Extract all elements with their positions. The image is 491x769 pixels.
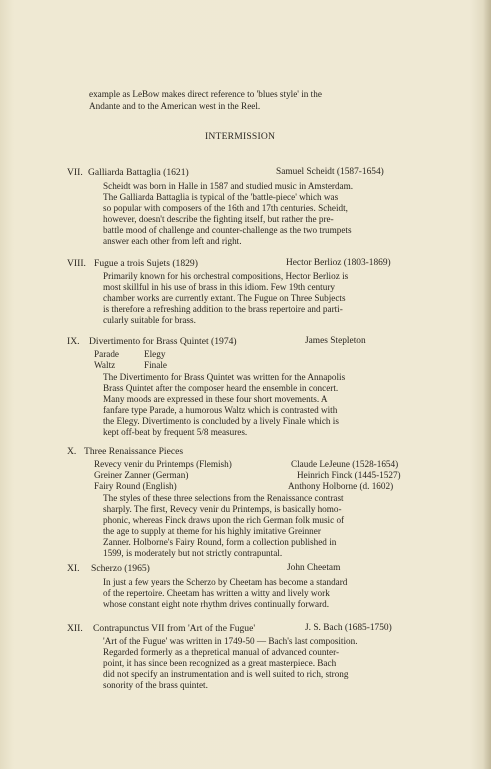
description-line: 1599, is moderately but not strictly contrapuntal. [103,548,283,558]
description-line: Many moods are expressed in these four short movements. A [103,394,328,404]
piece-title: Contrapunctus VII from 'Art of the Fugue' [93,623,256,634]
sub-item-composer: Heinrich Finck (1445-1527) [297,470,401,480]
piece-title: Fugue a trois Sujets (1829) [94,258,198,269]
description-line: chamber works are currently extant. The Fugue on Three Subjects [103,293,346,303]
description-line: is therefore a refreshing addition to the brass repertoire and parti- [103,304,343,314]
piece-composer: John Cheetam [287,563,341,573]
piece-number: XII. [67,623,83,634]
description-line: phonic, whereas Finck draws upon the rich German folk music of [103,515,345,525]
intro-line: example as LeBow makes direct reference to 'blues style' in the [89,89,322,99]
movement-name: Parade [94,349,119,359]
description-line: The Divertimento for Brass Quintet was written for the Annapolis [103,372,346,382]
piece-title: Scherzo (1965) [91,563,150,574]
piece-composer: J. S. Bach (1685-1750) [305,623,392,633]
description-line: sonority of the brass quintet. [103,680,208,690]
piece-number: IX. [67,336,80,347]
intermission-heading: INTERMISSION [205,131,276,142]
sub-item-title: Greiner Zanner (German) [94,470,189,480]
description-line: Scheidt was born in Halle in 1587 and studied music in Amsterdam. [103,181,354,191]
movement-name: Finale [144,360,167,370]
sub-item-title: Fairy Round (English) [94,481,177,491]
intro-line: Andante and to the American west in the Reel. [89,101,261,111]
piece-composer: Samuel Scheidt (1587-1654) [276,167,384,177]
description-line: of the repertoire. Cheetam has written a witty and lively work [103,588,330,598]
description-line: In just a few years the Scherzo by Cheetam has become a standard [103,577,348,587]
description-line: answer each other from left and right. [103,236,242,246]
piece-number: XI. [67,563,80,574]
description-line: the age to supply at theme for his highly imitative Greinner [103,526,321,536]
movement-name: Elegy [144,349,166,359]
description-line: however, doesn't describe the fighting itself, but rather the pre- [103,214,334,224]
description-line: the Elegy. Divertimento is concluded by a lively Finale which is [103,416,339,426]
description-line: most skillful in his use of brass in this idiom. Few 19th century [103,282,335,292]
description-line: Zanner. Holborne's Fairy Round, form a collection published in [103,537,337,547]
piece-composer: James Stepleton [305,336,366,346]
page-edge-shadow [483,0,491,769]
piece-composer: Hector Berlioz (1803-1869) [286,258,391,268]
description-line: cularly suitable for brass. [103,315,196,325]
description-line: point, it has since been recognized as a great masterpiece. Bach [103,658,337,668]
description-line: 'Art of the Fugue' was written in 1749-50 — Bach's last composition. [103,636,358,646]
description-line: fanfare type Parade, a humorous Waltz which is contrasted with [103,405,338,415]
description-line: The styles of these three selections from the Renaissance contrast [103,493,344,503]
description-line: whose constant eight note rhythm drives continually forward. [103,599,330,609]
piece-number: X. [67,446,77,457]
piece-title: Galliarda Battaglia (1621) [88,167,189,178]
description-line: The Galliarda Battaglia is typical of the 'battle-piece' which was [103,192,339,202]
description-line: so popular with composers of the 16th and 17th centuries. Scheidt, [103,203,348,213]
sub-item-composer: Anthony Holborne (d. 1602) [288,481,394,491]
description-line: kept off-beat by frequent 5/8 measures. [103,427,248,437]
description-line: battle mood of challenge and counter-challenge as the two trumpets [103,225,352,235]
piece-number: VII. [67,167,83,178]
piece-title: Three Renaissance Pieces [84,446,184,457]
description-line: Brass Quintet after the composer heard the ensemble in concert. [103,383,339,393]
sub-item-composer: Claude LeJeune (1528-1654) [291,459,399,469]
description-line: did not specify an instrumentation and is well suited to rich, strong [103,669,349,679]
description-line: Regarded formerly as a thepretical manual of advanced counter- [103,647,340,657]
piece-title: Divertimento for Brass Quintet (1974) [89,336,237,347]
description-line: sharply. The first, Revecy venir du Printemps, is basically homo- [103,504,342,514]
movement-name: Waltz [94,360,116,370]
description-line: Primarily known for his orchestral compositions, Hector Berlioz is [103,271,349,281]
piece-number: VIII. [67,258,86,269]
sub-item-title: Revecy venir du Printemps (Flemish) [94,459,232,469]
